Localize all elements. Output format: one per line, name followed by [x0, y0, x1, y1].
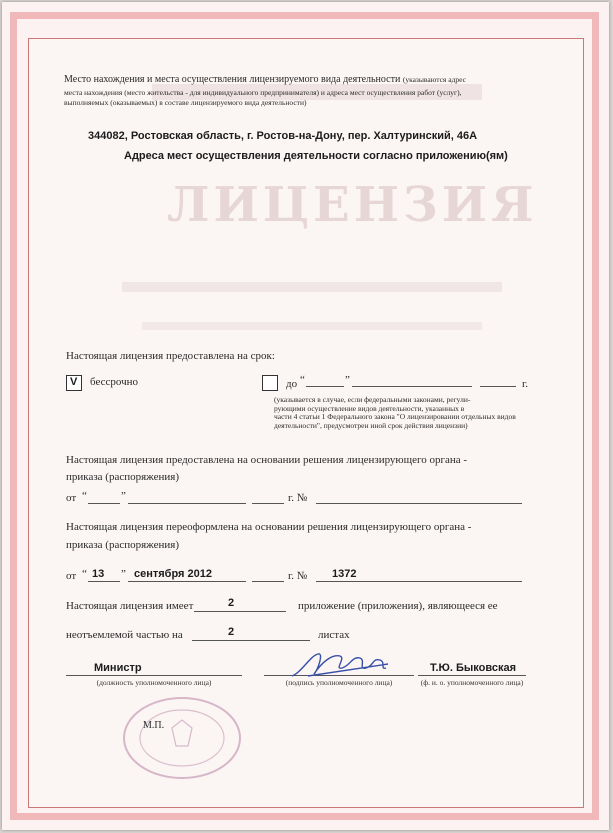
reissue-month-year: сентября 2012	[134, 568, 212, 580]
indefinite-checkbox[interactable]	[66, 375, 82, 391]
reverse-show-through	[122, 282, 502, 292]
signer-name: Т.Ю. Быковская	[430, 662, 517, 674]
reissue-number: 1372	[332, 568, 357, 580]
checkbox-mark: V	[70, 376, 78, 388]
appendix-text: листах	[318, 629, 350, 641]
until-day-field[interactable]	[306, 386, 344, 387]
explanation-line: части 4 статьи 1 Федерального закона "О лицензировании отдельных видов	[274, 412, 516, 421]
stamp-label: М.П.	[143, 720, 165, 731]
quote-open: “	[82, 490, 87, 502]
reissue-day: 13	[92, 568, 105, 580]
reissue-number-label: г. №	[288, 570, 308, 582]
position-caption: (должность уполномоченного лица)	[96, 678, 212, 687]
quote-close: ”	[345, 374, 350, 386]
appendix-text: неотъемлемой частью на	[66, 629, 183, 641]
reissue-text: приказа (распоряжения)	[66, 539, 180, 551]
basis-from-label: от	[66, 492, 77, 504]
explanation-line: деятельности", предусмотрен иной срок действия лицензии)	[274, 420, 468, 430]
official-stamp	[122, 692, 242, 780]
location-note: места нахождения (место жительства - для индивидуального предпринимателя) и адреса мест осуществления работ (услуг),	[64, 88, 462, 97]
quote-close: ”	[121, 568, 126, 580]
appendix-sheets: 2	[228, 626, 235, 638]
reissue-month-field[interactable]	[128, 581, 246, 582]
year-suffix: г.	[522, 378, 529, 390]
reissue-text: Настоящая лицензия переоформлена на основании решения лицензирующего органа -	[66, 521, 472, 533]
reverse-show-through: ЛИЦЕНЗИЯ	[167, 177, 538, 233]
signer-position: Министр	[94, 662, 142, 674]
term-explanation	[274, 396, 534, 430]
appendix-sheets-field[interactable]	[192, 640, 310, 641]
reissue-day-field[interactable]	[88, 581, 120, 582]
location-title: Место нахождения и места осуществления лицензируемого вида деятельности	[64, 74, 401, 85]
reissue-number-field[interactable]	[316, 581, 522, 582]
signature-graphic	[288, 646, 398, 682]
basis-number-label: г. №	[288, 492, 308, 504]
indefinite-label: бессрочно	[90, 376, 139, 388]
reverse-show-through	[142, 322, 482, 330]
basis-text: приказа (распоряжения)	[66, 471, 180, 483]
basis-month-field[interactable]	[128, 503, 246, 504]
basis-number-field[interactable]	[316, 503, 522, 504]
position-line	[66, 675, 242, 676]
quote-close: ”	[121, 490, 126, 502]
location-heading	[64, 74, 544, 86]
addresses-note: Адреса мест осуществления деятельности согласно приложению(ям)	[124, 150, 508, 162]
explanation-line: (указывается в случае, если федеральными законами, регули-	[274, 395, 471, 404]
appendix-count: 2	[228, 597, 235, 609]
name-line	[418, 675, 526, 676]
basis-text: Настоящая лицензия предоставлена на основании решения лицензирующего органа -	[66, 454, 468, 466]
appendix-count-field[interactable]	[194, 611, 286, 612]
appendix-text: Настоящая лицензия имеет	[66, 600, 194, 612]
explanation-line: рующими осуществление видов деятельности, указанных в	[274, 403, 465, 413]
reissue-year-field[interactable]	[252, 581, 284, 582]
appendix-text: приложение (приложения), являющееся ее	[298, 600, 498, 612]
until-year-field[interactable]	[480, 386, 516, 387]
until-month-field[interactable]	[352, 386, 472, 387]
quote-open: “	[82, 568, 87, 580]
signature-caption: (подпись уполномоченного лица)	[285, 678, 393, 687]
location-note: выполняемых (оказываемых) в составе лицензируемого вида деятельности)	[64, 98, 307, 107]
basis-year-field[interactable]	[252, 503, 284, 504]
term-heading: Настоящая лицензия предоставлена на срок:	[66, 350, 275, 362]
reissue-from-label: от	[66, 570, 77, 582]
location-note: (указываются адрес	[402, 75, 466, 84]
license-sheet	[2, 2, 609, 830]
until-label: до	[286, 378, 298, 390]
name-caption: (ф. и. о. уполномоченного лица)	[420, 678, 524, 687]
until-checkbox[interactable]	[262, 375, 278, 391]
basis-day-field[interactable]	[88, 503, 120, 504]
address: 344082, Ростовская область, г. Ростов-на-Дону, пер. Халтуринский, 46А	[88, 130, 478, 142]
quote-open: “	[300, 374, 305, 386]
